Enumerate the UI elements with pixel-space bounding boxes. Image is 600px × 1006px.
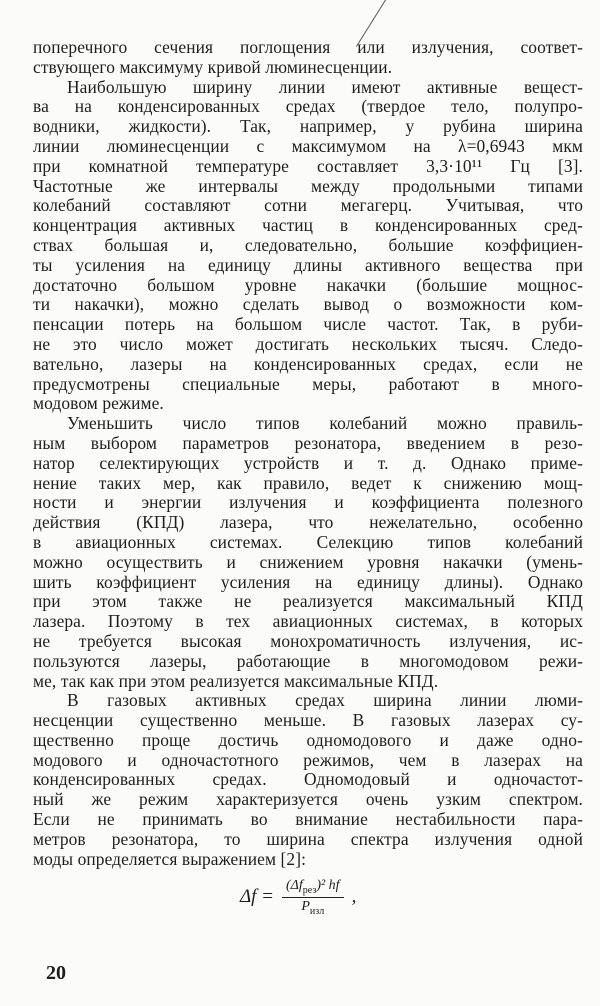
text-line: не требуется высокая монохроматичность излучения, ис- — [33, 630, 583, 651]
text-line: водники, жидкости). Так, например, у рубина ширина — [33, 116, 583, 137]
text-line: не это число может достигать нескольких тысяч. Следо- — [33, 333, 583, 354]
text-line: поперечного сечения поглощения или излучения, соответ- — [33, 37, 583, 57]
text-line: Частотные же интервалы между продольными типами — [33, 175, 583, 196]
text-line: Если не принимать во внимание нестабильности пара- — [33, 809, 583, 830]
text-line: нение таких мер, как правило, ведет к снижению мощ- — [33, 472, 583, 493]
text-line: ва на конденсированных средах (твердое тело, полупро- — [33, 96, 583, 117]
text-line: Уменьшить число типов колебаний можно правиль- — [67, 413, 583, 434]
numerator-rest: )² hf — [316, 878, 340, 893]
text-line: Наибольшую ширину линии имеют активные вещест- — [67, 76, 583, 97]
text-line: предусмотрены специальные меры, работают в много- — [33, 373, 583, 394]
text-line: ме, так как при этом реализуется максимальные КПД. — [33, 670, 439, 691]
text-line: щественно проще достичь одномодового и даже одно- — [33, 729, 583, 750]
formula — [240, 878, 356, 917]
text-line: действия (КПД) лазера, что нежелательно, особенно — [33, 512, 583, 533]
text-line: в авиационных системах. Селекцию типов колебаний — [33, 531, 583, 552]
text-line: при этом также не реализуется максимальный КПД — [33, 591, 583, 612]
text-line: ствующего максимуму кривой люминесценции. — [33, 56, 393, 77]
text-line: ным выбором параметров резонатора, введением в резо- — [33, 432, 583, 453]
text-line: можно осуществить и снижением уровня накачки (умень- — [33, 551, 583, 572]
text-line: колебаний составляют сотни мегагерц. Учитывая, что — [33, 195, 583, 216]
formula-fraction — [282, 878, 344, 917]
text-line: В газовых активных средах ширина линии люми- — [67, 690, 583, 711]
text-line: вательно, лазеры на конденсированных средах, если не — [33, 353, 583, 374]
text-line: ный же режим характеризуется очень узким спектром. — [33, 789, 583, 810]
numerator-part: (Δf — [286, 878, 303, 893]
denominator-part: P — [301, 898, 310, 914]
formula-numerator — [282, 878, 344, 898]
text-line: несценции существенно меньше. В газовых лазерах су- — [33, 710, 583, 731]
text-line: ности и энергии излучения и коэффициента полезного — [33, 492, 583, 513]
text-line: модовом режиме. — [33, 393, 164, 414]
body-text — [33, 38, 583, 869]
text-line: натор селектирующих устройств и т. д. Однако приме- — [33, 452, 583, 473]
text-line: линии люминесценции с максимумом на λ=0,6943 мкм — [33, 135, 583, 156]
denominator-sub: изл — [309, 905, 325, 917]
formula-denominator — [301, 898, 324, 917]
numerator-sub: рез — [302, 884, 317, 896]
text-line: достаточно большом уровне накачки (большие мощнос- — [33, 274, 583, 295]
text-line: лазера. Поэтому в тех авиационных системах, в которых — [33, 611, 583, 632]
formula-comma: , — [351, 886, 357, 908]
text-line: модового и одночастотного режимов, чем в лазерах на — [33, 749, 583, 770]
text-line: концентрация активных частиц в конденсированных сред- — [33, 215, 583, 236]
text-line: ты усиления на единицу длины активного вещества при — [33, 254, 583, 275]
text-line: конденсированных средах. Одномодовый и одночастот- — [33, 769, 583, 790]
text-line: ствах большая и, следовательно, большие коэффициен- — [33, 234, 583, 255]
text-line: при комнатной температуре составляет 3,3·10¹¹ Гц [3]. — [33, 155, 583, 176]
text-line: пенсации потерь на большом числе частот. Так, в руби- — [33, 314, 583, 335]
text-line: ти накачки), можно сделать вывод о возможности ком- — [33, 294, 583, 315]
page-number: 20 — [46, 962, 66, 984]
text-line: пользуются лазеры, работающие в многомодовом режи- — [33, 650, 583, 671]
text-line: шить коэффициент усиления на единицу длины). Однако — [33, 571, 583, 592]
text-line: моды определяется выражением [2]: — [33, 848, 307, 869]
formula-lhs: Δf = — [240, 886, 275, 908]
text-line: метров резонатора, то ширина спектра излучения одной — [33, 828, 583, 849]
